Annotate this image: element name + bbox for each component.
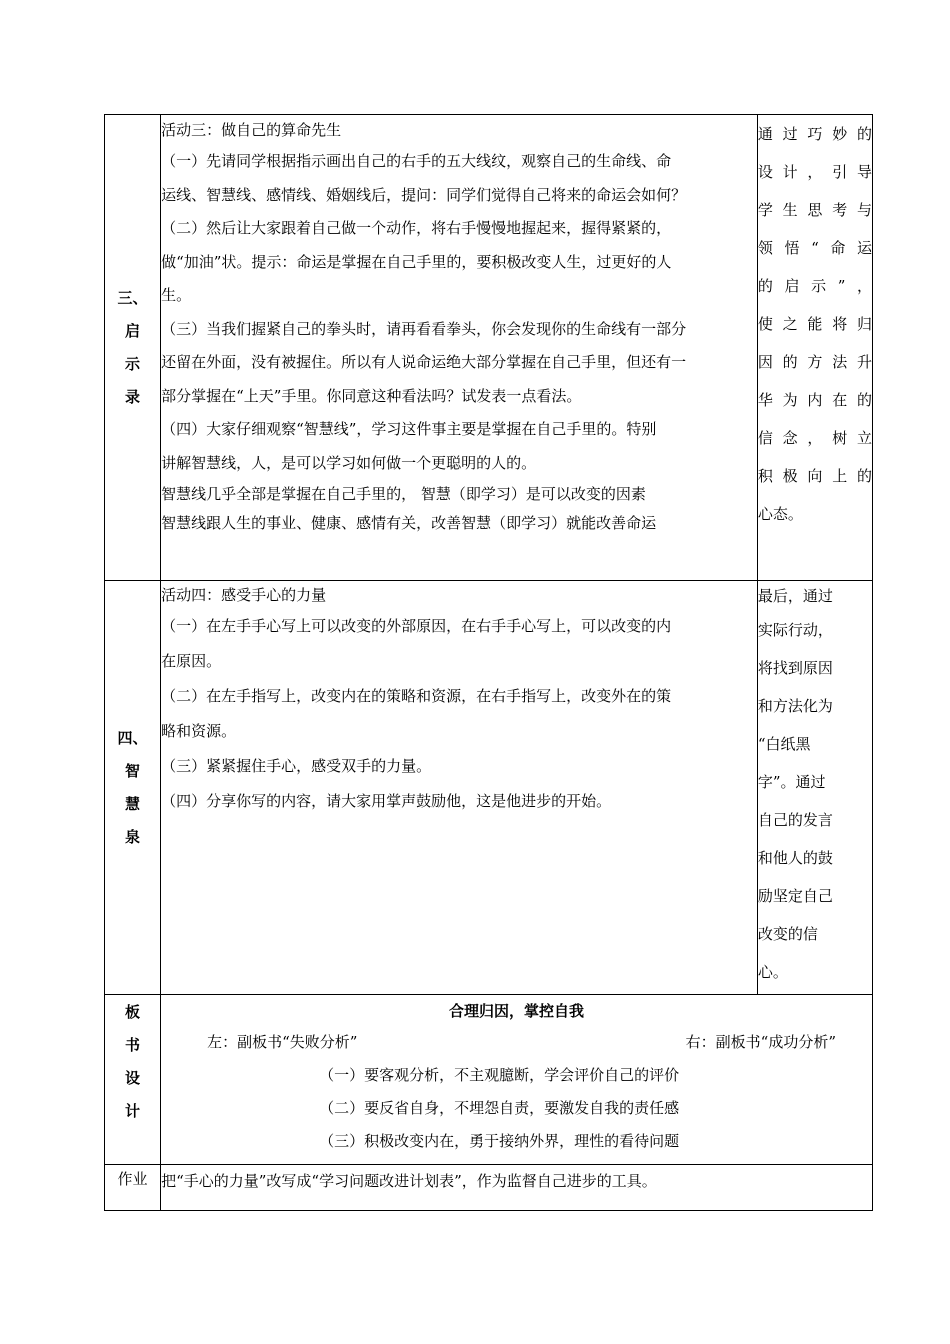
lesson-plan-table <box>104 114 873 1211</box>
content-line: （三）紧紧握住手心，感受双手的力量。 <box>161 757 432 775</box>
activity-title: 活动四：感受手心的力量 <box>161 586 327 604</box>
homework-text: 把“手心的力量”改写成“学习问题改进计划表”，作为监督自己进步的工具。 <box>161 1165 873 1211</box>
content-line: （三）当我们握紧自己的拳头时，请再看看拳头，你会发现你的生命线有一部分 <box>161 319 687 338</box>
note-line: 使之能将归 <box>757 315 872 333</box>
homework-row <box>105 1165 873 1211</box>
section-wisdom-row <box>105 581 873 995</box>
label-char: 慧 <box>125 794 141 813</box>
note-line: 心态。 <box>757 505 803 523</box>
note-line: 改变的信 <box>757 925 818 943</box>
section-revelation-content <box>161 115 758 581</box>
homework-label: 作业 <box>105 1165 161 1211</box>
section-revelation-row <box>105 115 873 581</box>
note-line: 设计，引导 <box>757 163 872 181</box>
label-char: 设 <box>125 1069 141 1087</box>
label-char: 启 <box>125 321 141 340</box>
note-line: 学生思考与 <box>757 201 872 219</box>
label-char: 计 <box>125 1102 141 1120</box>
note-line: 信念，树立 <box>757 429 872 447</box>
note-line: 和他人的鼓 <box>757 849 833 867</box>
note-line: 将找到原因 <box>757 659 833 677</box>
content-line: 部分掌握在“上天”手里。你同意这种看法吗？试发表一点看法。 <box>161 386 582 405</box>
content-line: 在原因。 <box>161 652 222 670</box>
note-line: 积极向上的 <box>757 467 872 485</box>
note-line: 的启示”， <box>757 277 872 295</box>
board-left: 左：副板书“失败分析” <box>207 1033 358 1051</box>
section-wisdom-content <box>161 581 758 995</box>
section-revelation-note <box>757 115 872 581</box>
content-line: 运线、智慧线、感情线、婚姻线后，提问：同学们觉得自己将来的命运会如何？ <box>161 185 687 204</box>
note-line: 通过巧妙的 <box>757 125 872 143</box>
label-char: 录 <box>125 387 141 406</box>
board-right: 右：副板书“成功分析” <box>685 1033 836 1051</box>
content-line: 智慧线跟人生的事业、健康、感情有关，改善智慧（即学习）就能改善命运 <box>161 514 657 532</box>
board-design-row <box>105 995 873 1165</box>
content-line: （四）分享你写的内容，请大家用掌声鼓励他，这是他进步的开始。 <box>161 792 612 810</box>
board-design-content <box>161 995 873 1165</box>
note-line: 字”。通过 <box>757 773 826 791</box>
content-line: 智慧线几乎全部是掌握在自己手里的， 智慧（即学习）是可以改变的因素 <box>161 485 646 503</box>
board-item: （二）要反省自身，不埋怨自责，要激发自我的责任感 <box>319 1099 680 1117</box>
board-item: （一）要客观分析，不主观臆断，学会评价自己的评价 <box>319 1066 680 1084</box>
label-char: 书 <box>125 1036 141 1054</box>
content-line: 还留在外面，没有被握住。所以有人说命运绝大部分掌握在自己手里，但还有一 <box>161 353 687 371</box>
label-char: 三、 <box>117 288 148 307</box>
note-line: 领悟“命运 <box>757 239 872 257</box>
note-line: 自己的发言 <box>757 811 833 829</box>
label-char: 板 <box>125 1003 141 1021</box>
activity-title: 活动三：做自己的算命先生 <box>161 121 342 139</box>
content-line: 生。 <box>161 286 192 304</box>
content-line: （一）在左手手心写上可以改变的外部原因，在右手手心写上，可以改变的内 <box>161 617 672 635</box>
section-wisdom-label <box>105 581 161 995</box>
content-line: （四）大家仔细观察“智慧线”，学习这件事主要是掌握在自己手里的。特别 <box>161 420 657 438</box>
board-sides <box>161 1026 872 1059</box>
label-char: 泉 <box>125 827 141 846</box>
section-wisdom-note <box>757 581 872 995</box>
note-line: 实际行动， <box>757 621 833 639</box>
note-line: 励坚定自己 <box>757 887 833 905</box>
note-line: 因的方法升 <box>757 353 872 371</box>
content-line: （二）在左手指写上，改变内在的策略和资源，在右手指写上，改变外在的策 <box>161 687 672 705</box>
note-line: “白纸黑 <box>757 735 811 753</box>
note-line: 华为内在的 <box>757 391 872 409</box>
section-revelation-label <box>105 115 161 581</box>
content-line: （一）先请同学根据指示画出自己的右手的五大线纹，观察自己的生命线、命 <box>161 152 672 170</box>
board-item: （三）积极改变内在，勇于接纳外界，理性的看待问题 <box>319 1132 680 1150</box>
board-title: 合理归因，掌控自我 <box>449 1002 585 1020</box>
label-char: 智 <box>125 761 141 780</box>
content-line: （二）然后让大家跟着自己做一个动作，将右手慢慢地握起来，握得紧紧的， <box>161 219 672 237</box>
content-line: 讲解智慧线，人，是可以学习如何做一个更聪明的人的。 <box>161 453 537 472</box>
board-design-label <box>105 995 161 1165</box>
note-line: 最后，通过 <box>757 587 833 605</box>
label-char: 示 <box>125 354 141 373</box>
note-line: 和方法化为 <box>757 697 833 715</box>
label-char: 四、 <box>117 728 148 747</box>
content-line: 做“加油”状。提示：命运是掌握在自己手里的，要积极改变人生，过更好的人 <box>161 252 672 271</box>
note-line: 心。 <box>757 963 788 981</box>
content-line: 略和资源。 <box>161 722 237 740</box>
